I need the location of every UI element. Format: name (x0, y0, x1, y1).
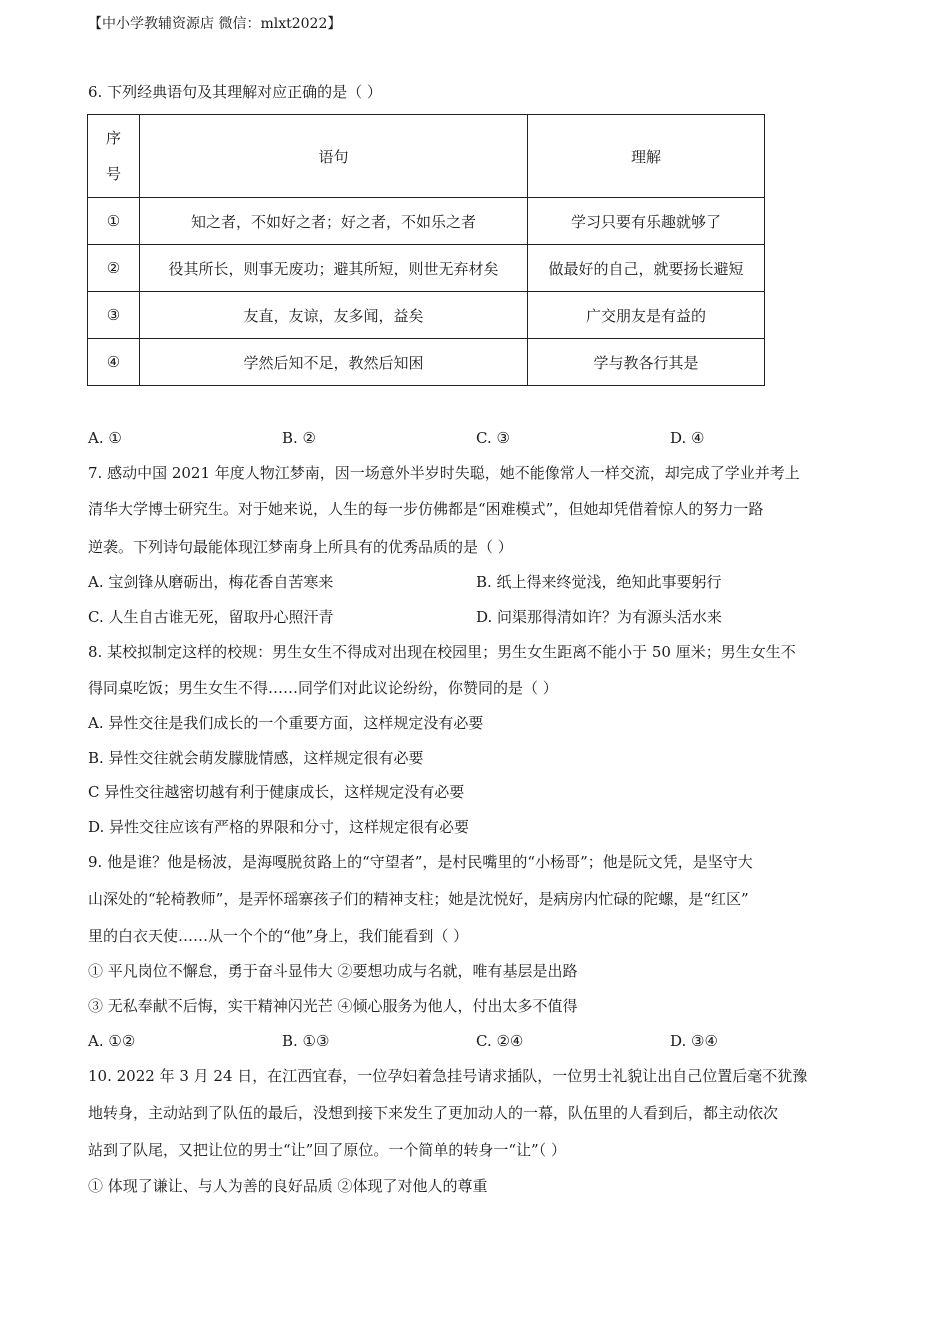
q8-stem-line-2: 得同桌吃饭；男生女生不得……同学们对此议论纷纷，你赞同的是（ ） (88, 679, 558, 697)
q7-stem-line-1: 7. 感动中国 2021 年度人物江梦南，因一场意外半岁时失聪，她不能像常人一样交流，却完成了学业并考上 (88, 464, 800, 482)
row-understanding: 广交朋友是有益的 (528, 292, 765, 339)
q8-option-b: B. 异性交往就会萌发朦胧情感，这样规定很有必要 (88, 749, 424, 767)
q9-statement-3-4: ③ 无私奉献不后悔，实干精神闪光芒 ④倾心服务为他人，付出太多不值得 (88, 997, 578, 1015)
table-row (88, 339, 765, 386)
page-header: 【中小学教辅资源店 微信：mlxt2022】 (88, 16, 342, 32)
q8-option-a: A. 异性交往是我们成长的一个重要方面，这样规定没有必要 (88, 714, 484, 732)
row-sentence: 学然后知不足，教然后知困 (140, 339, 528, 386)
row-sentence: 友直，友谅，友多闻，益矣 (140, 292, 528, 339)
table-row (88, 245, 765, 292)
q7-stem-line-2: 清华大学博士研究生。对于她来说，人生的每一步仿佛都是“困难模式”，但她却凭借着惊人的努力一路 (88, 500, 764, 518)
q7-option-d: D. 问渠那得清如许？为有源头活水来 (476, 608, 723, 626)
q8-option-d: D. 异性交往应该有严格的界限和分寸，这样规定很有必要 (88, 818, 470, 836)
q9-stem-line-2: 山深处的“轮椅教师”，是弄怀瑶寨孩子们的精神支柱；她是沈悦好，是病房内忙碌的陀螺，是“红区” (88, 890, 749, 908)
table-row (88, 198, 765, 245)
q7-option-a: A. 宝剑锋从磨砺出，梅花香自苦寒来 (88, 573, 334, 591)
q6-option-c: C. ③ (476, 429, 510, 447)
row-sentence: 知之者，不如好之者；好之者，不如乐之者 (140, 198, 528, 245)
q6-table (87, 114, 765, 386)
q10-stem-line-2: 地转身，主动站到了队伍的最后，没想到接下来发生了更加动人的一幕，队伍里的人看到后，都主动依次 (88, 1104, 779, 1122)
row-no: ② (88, 245, 140, 292)
row-understanding: 做最好的自己，就要扬长避短 (528, 245, 765, 292)
q9-stem-line-1: 9. 他是谁？他是杨波，是海嘎脱贫路上的“守望者”，是村民嘴里的“小杨哥”；他是阮文凭，是坚守大 (88, 853, 753, 871)
q10-statement-1-2: ① 体现了谦让、与人为善的良好品质 ②体现了对他人的尊重 (88, 1177, 488, 1195)
header-seq: 序 号 (88, 115, 140, 198)
row-no: ③ (88, 292, 140, 339)
row-sentence: 役其所长，则事无废功；避其所短，则世无弃材矣 (140, 245, 528, 292)
q9-option-d: D. ③④ (670, 1032, 718, 1050)
q6-stem: 6. 下列经典语句及其理解对应正确的是（ ） (88, 83, 382, 101)
q9-stem-line-3: 里的白衣天使……从一个个的“他”身上，我们能看到（ ） (88, 927, 469, 945)
q7-stem-line-3: 逆袭。下列诗句最能体现江梦南身上所具有的优秀品质的是（ ） (88, 538, 513, 556)
q8-option-c: C 异性交往越密切越有利于健康成长，这样规定没有必要 (88, 783, 465, 801)
header-sentence: 语句 (140, 115, 528, 198)
q7-option-c: C. 人生自古谁无死，留取丹心照汗青 (88, 608, 334, 626)
q9-option-a: A. ①② (88, 1032, 136, 1050)
row-no: ④ (88, 339, 140, 386)
q8-stem-line-1: 8. 某校拟制定这样的校规：男生女生不得成对出现在校园里；男生女生距离不能小于 50 厘米；男生女生不 (88, 643, 796, 661)
row-understanding: 学与教各行其是 (528, 339, 765, 386)
table-header-row (88, 115, 765, 198)
q10-stem-line-3: 站到了队尾，又把让位的男士“让”回了原位。一个简单的转身一“让”（ ） (88, 1141, 566, 1159)
q6-option-b: B. ② (282, 429, 317, 447)
q6-option-a: A. ① (88, 429, 122, 447)
q10-stem-line-1: 10. 2022 年 3 月 24 日，在江西宜春，一位孕妇着急挂号请求插队，一位男士礼貌让出自己位置后毫不犹豫 (88, 1067, 808, 1085)
row-understanding: 学习只要有乐趣就够了 (528, 198, 765, 245)
q9-option-b: B. ①③ (282, 1032, 330, 1050)
table-row (88, 292, 765, 339)
header-understanding: 理解 (528, 115, 765, 198)
q6-option-d: D. ④ (670, 429, 705, 447)
row-no: ① (88, 198, 140, 245)
q9-option-c: C. ②④ (476, 1032, 524, 1050)
q7-option-b: B. 纸上得来终觉浅，绝知此事要躬行 (476, 573, 722, 591)
q9-statement-1-2: ① 平凡岗位不懈怠，勇于奋斗显伟大 ②要想功成与名就，唯有基层是出路 (88, 962, 578, 980)
